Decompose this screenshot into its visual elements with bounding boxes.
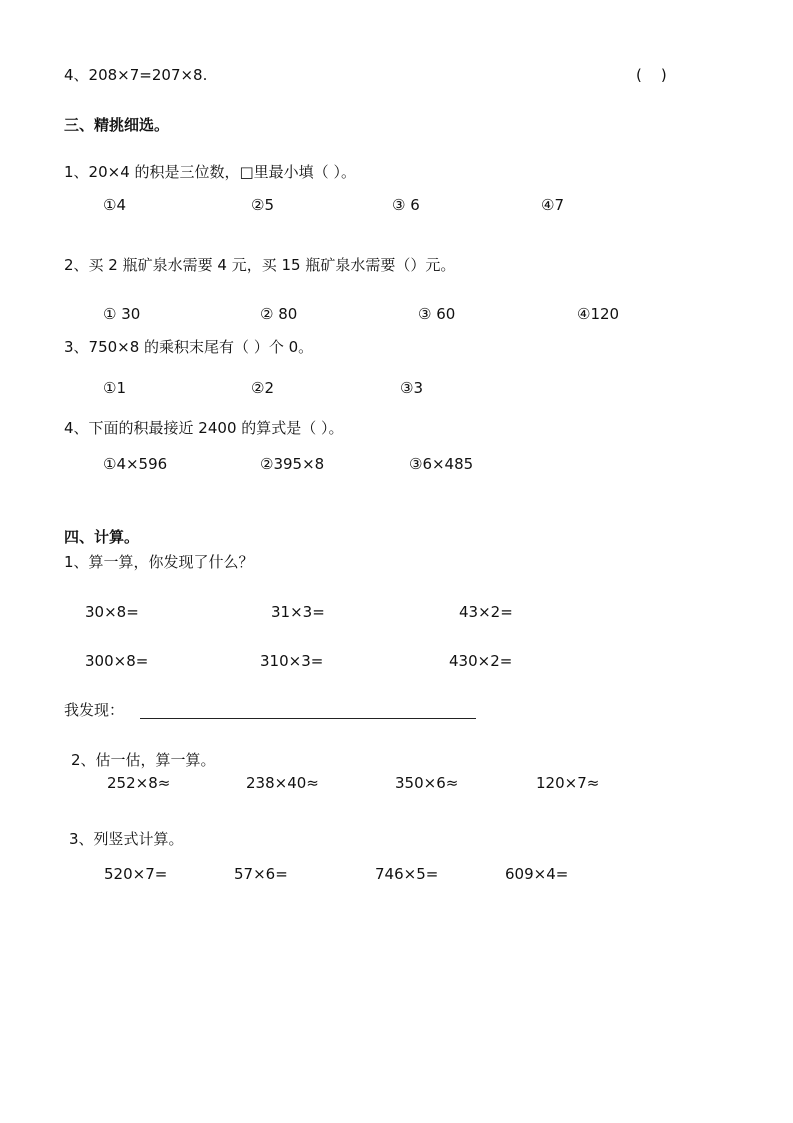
answer-blank-line[interactable] [140,718,476,719]
q2-option-4: ④120 [577,305,620,323]
answer-parentheses: ( ) [636,66,667,84]
question-2: 2、买 2 瓶矿泉水需要 4 元，买 15 瓶矿泉水需要（）元。 [64,256,456,274]
calc-item: 310×3= [260,652,324,670]
estimate-item: 120×7≈ [536,774,600,792]
calc-item: 31×3= [271,603,325,621]
q3-option-1: ①1 [103,379,126,397]
estimate-item: 252×8≈ [107,774,171,792]
section4-title: 四、计算。 [64,528,140,546]
calc-item: 30×8= [85,603,139,621]
question-1: 1、20×4 的积是三位数，□里最小填（ ）。 [64,163,356,181]
section3-title: 三、精挑细选。 [64,116,170,134]
q2-option-1: ① 30 [103,305,141,323]
q1-option-4: ④7 [541,196,564,214]
q1-option-2: ②5 [251,196,274,214]
calc-question-2: 2、估一估，算一算。 [71,751,216,769]
estimate-item: 350×6≈ [395,774,459,792]
q4-option-2: ②395×8 [260,455,325,473]
q1-option-1: ①4 [103,196,126,214]
estimate-item: 238×40≈ [246,774,319,792]
q2-option-2: ② 80 [260,305,298,323]
vertical-calc-item: 57×6= [234,865,288,883]
vertical-calc-item: 609×4= [505,865,569,883]
discover-label: 我发现： [64,701,125,719]
q3-option-3: ③3 [400,379,423,397]
judge-item-4: 4、208×7=207×8. [64,66,208,84]
q4-option-1: ①4×596 [103,455,168,473]
question-4: 4、下面的积最接近 2400 的算式是（ ）。 [64,419,344,437]
q1-option-3: ③ 6 [392,196,420,214]
question-3: 3、750×8 的乘积末尾有（ ）个 0。 [64,338,314,356]
calc-item: 430×2= [449,652,513,670]
q3-option-2: ②2 [251,379,274,397]
q2-option-3: ③ 60 [418,305,456,323]
calc-item: 300×8= [85,652,149,670]
calc-question-1: 1、算一算，你发现了什么？ [64,553,254,571]
q4-option-3: ③6×485 [409,455,474,473]
vertical-calc-item: 746×5= [375,865,439,883]
calc-item: 43×2= [459,603,513,621]
calc-question-3: 3、列竖式计算。 [69,830,184,848]
vertical-calc-item: 520×7= [104,865,168,883]
